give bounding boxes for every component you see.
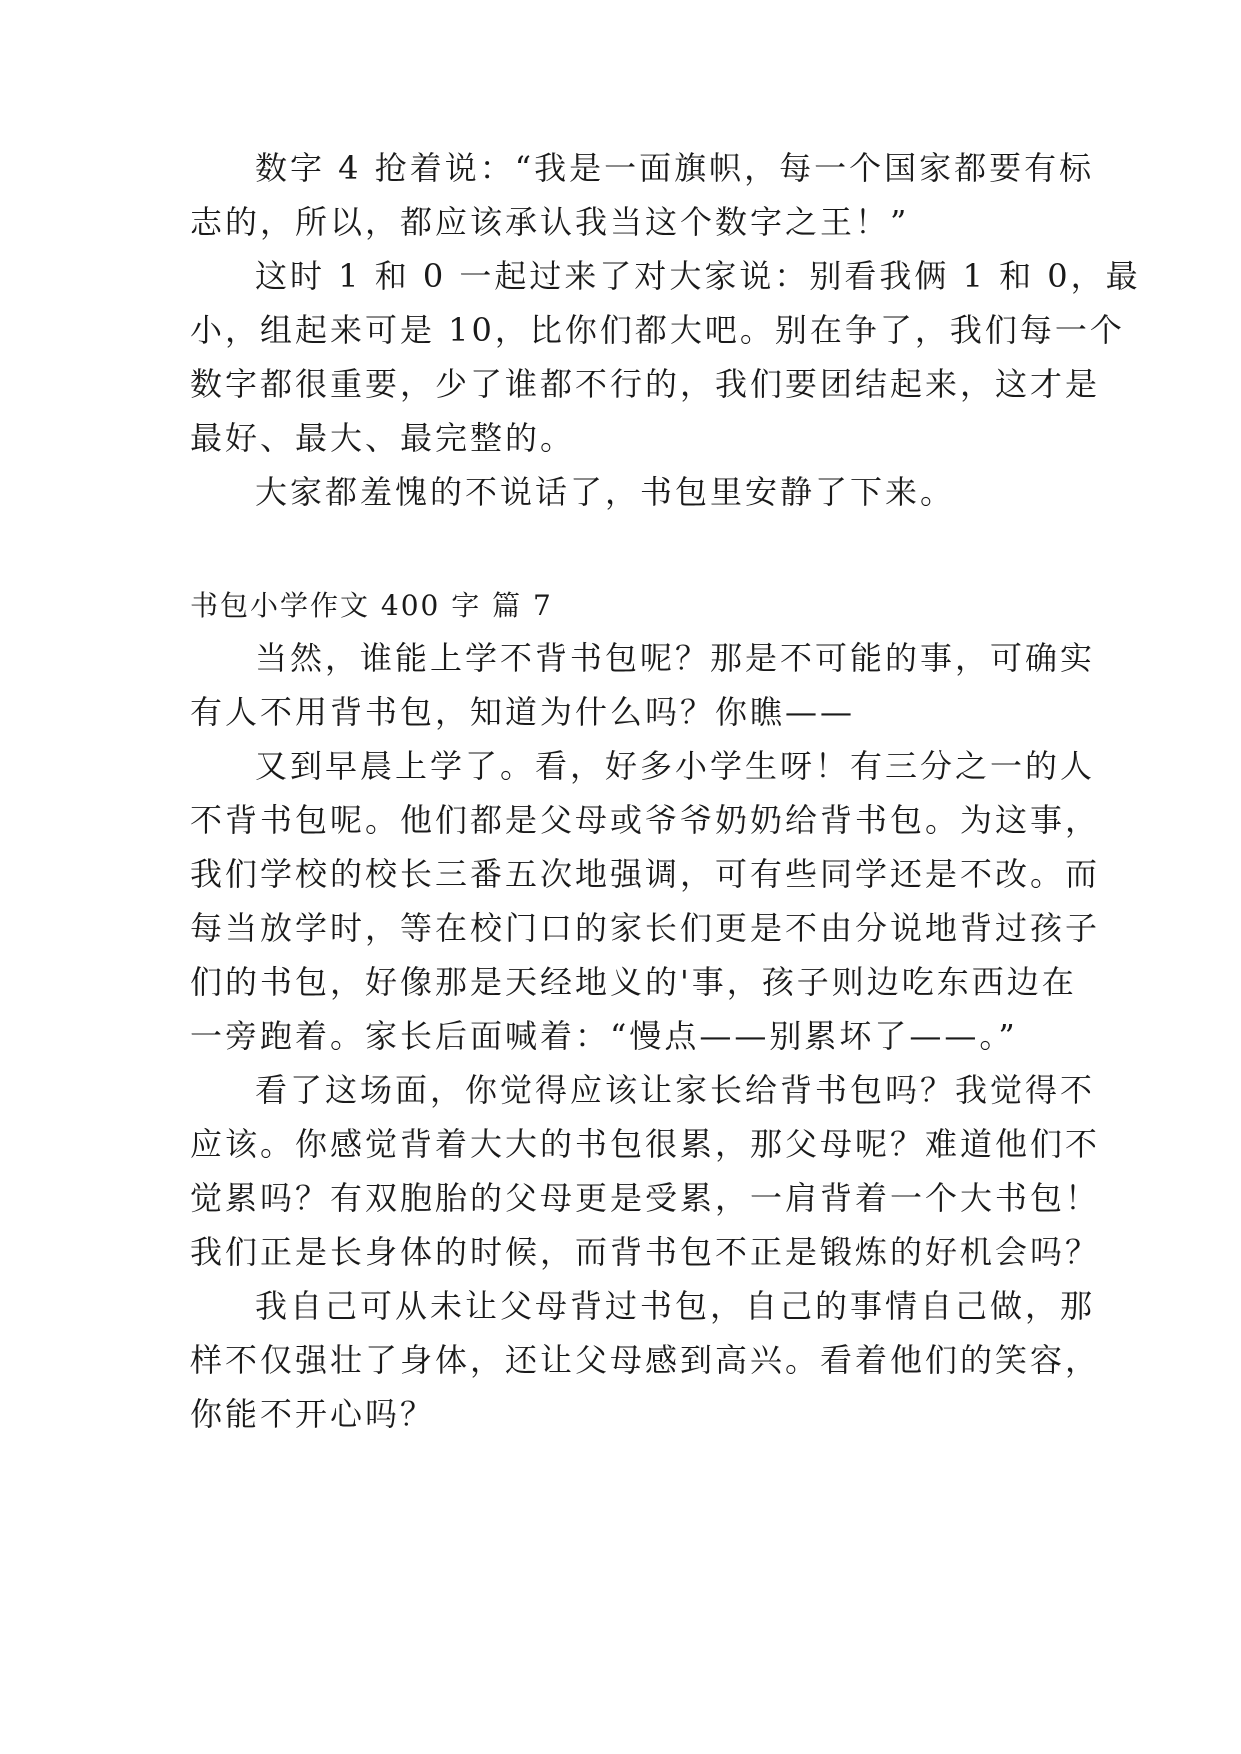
text-line: 样不仅强壮了身体，还让父母感到高兴。看着他们的笑容， (190, 1341, 1101, 1379)
section-heading: 书包小学作文 400 字 篇 7 (190, 589, 553, 622)
text-line: 又到早晨上学了。看，好多小学生呀！有三分之一的人 (255, 747, 1096, 785)
text-line: 你能不开心吗？ (190, 1395, 436, 1433)
text-line: 当然，谁能上学不背书包呢？那是不可能的事，可确实 (255, 639, 1096, 677)
text-line: 每当放学时，等在校门口的家长们更是不由分说地背过孩子 (190, 909, 1101, 947)
text-line: 数字都很重要，少了谁都不行的，我们要团结起来，这才是 (190, 365, 1101, 403)
text-line: 应该。你感觉背着大大的书包很累，那父母呢？难道他们不 (190, 1125, 1101, 1163)
text-line: 小，组起来可是 10，比你们都大吧。别在争了，我们每一个 (190, 311, 1125, 349)
text-line: 我们正是长身体的时候，而背书包不正是锻炼的好机会吗？ (190, 1233, 1101, 1271)
text-line: 有人不用背书包，知道为什么吗？你瞧—— (190, 693, 856, 731)
text-line: 大家都羞愧的不说话了，书包里安静了下来。 (255, 473, 956, 511)
text-line: 志的，所以，都应该承认我当这个数字之王！” (190, 203, 910, 241)
text-line: 我自己可从未让父母背过书包，自己的事情自己做，那 (255, 1287, 1096, 1325)
text-line: 不背书包呢。他们都是父母或爷爷奶奶给背书包。为这事， (190, 801, 1101, 839)
text-line: 这时 1 和 0 一起过来了对大家说：别看我俩 1 和 0，最 (255, 257, 1141, 295)
text-line: 看了这场面，你觉得应该让家长给背书包吗？我觉得不 (255, 1071, 1096, 1109)
text-line: 觉累吗？有双胞胎的父母更是受累，一肩背着一个大书包！ (190, 1179, 1101, 1217)
text-line: 们的书包，好像那是天经地义的'事，孩子则边吃东西边在 (190, 963, 1077, 1001)
text-line: 数字 4 抢着说：“我是一面旗帜，每一个国家都要有标 (255, 149, 1095, 187)
text-line: 一旁跑着。家长后面喊着：“慢点——别累坏了——。” (190, 1017, 1018, 1055)
text-line: 最好、最大、最完整的。 (190, 419, 576, 457)
text-line: 我们学校的校长三番五次地强调，可有些同学还是不改。而 (190, 855, 1101, 893)
